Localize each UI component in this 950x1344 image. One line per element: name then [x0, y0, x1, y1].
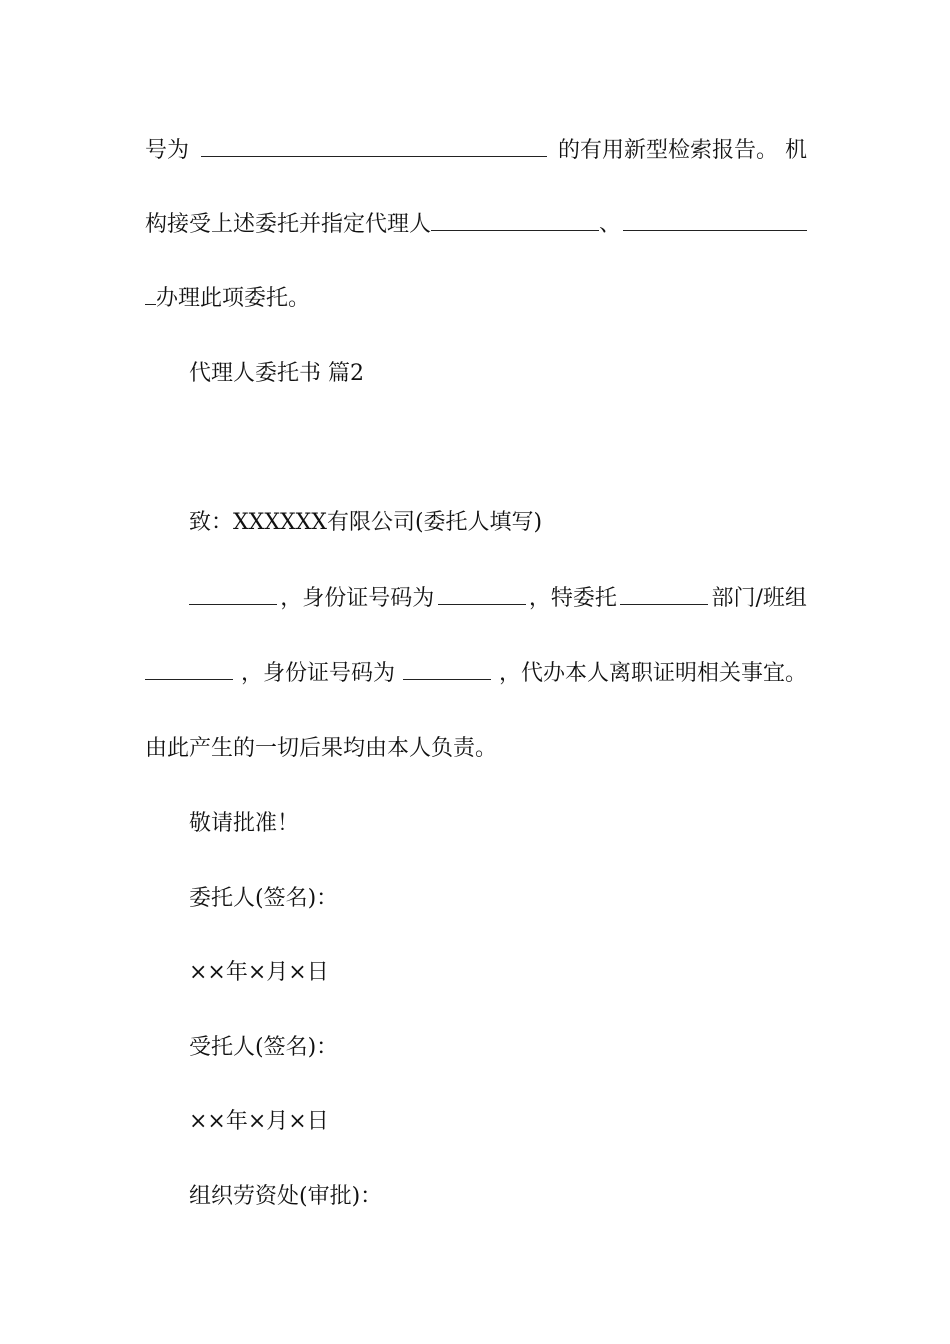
blank-field — [145, 284, 156, 305]
name-blank — [189, 584, 277, 605]
body-line-3: 由此产生的一切后果均由本人负责。 — [145, 736, 498, 761]
addressee: 致：XXXXXX有限公司(委托人填写) — [189, 510, 543, 535]
text-prefix: 号为 — [145, 138, 190, 163]
approval-label: 组织劳资处(审批)： — [189, 1184, 383, 1209]
agent-signature-label: 受托人(签名)： — [189, 1035, 339, 1060]
agent-id-blank — [403, 659, 491, 680]
request-text: 敬请批准！ — [189, 811, 300, 836]
agent-date: ××年×月×日 — [189, 1109, 329, 1134]
separator: 、 — [599, 212, 622, 237]
paragraph-line-3 — [145, 284, 807, 314]
text-id-label: ，身份证号码为 — [240, 661, 395, 686]
department-blank — [620, 584, 708, 605]
paragraph-line-2 — [145, 210, 807, 240]
blank-field — [201, 136, 547, 157]
id-number-blank — [438, 584, 526, 605]
body-line-1 — [189, 584, 807, 614]
text-entrust: ，特委托 — [528, 586, 617, 611]
agent-name-blank — [145, 659, 233, 680]
principal-date: ××年×月×日 — [189, 960, 329, 985]
principal-signature-label: 委托人(签名)： — [189, 886, 339, 911]
blank-field — [623, 210, 807, 231]
text-purpose: ，代办本人离职证明相关事宜。 — [498, 661, 807, 686]
text-suffix: 办理此项委托。 — [156, 286, 311, 311]
text-prefix: 构接受上述委托并指定代理人 — [145, 212, 432, 237]
body-line-2 — [145, 659, 807, 689]
section-heading: 代理人委托书 篇2 — [189, 361, 364, 386]
blank-field — [431, 210, 599, 231]
text-department: 部门/班组 — [711, 586, 807, 611]
text-suffix: 的有用新型检索报告。 机 — [557, 138, 807, 163]
paragraph-line-1 — [145, 136, 807, 166]
text-id-label: ，身份证号码为 — [280, 586, 435, 611]
